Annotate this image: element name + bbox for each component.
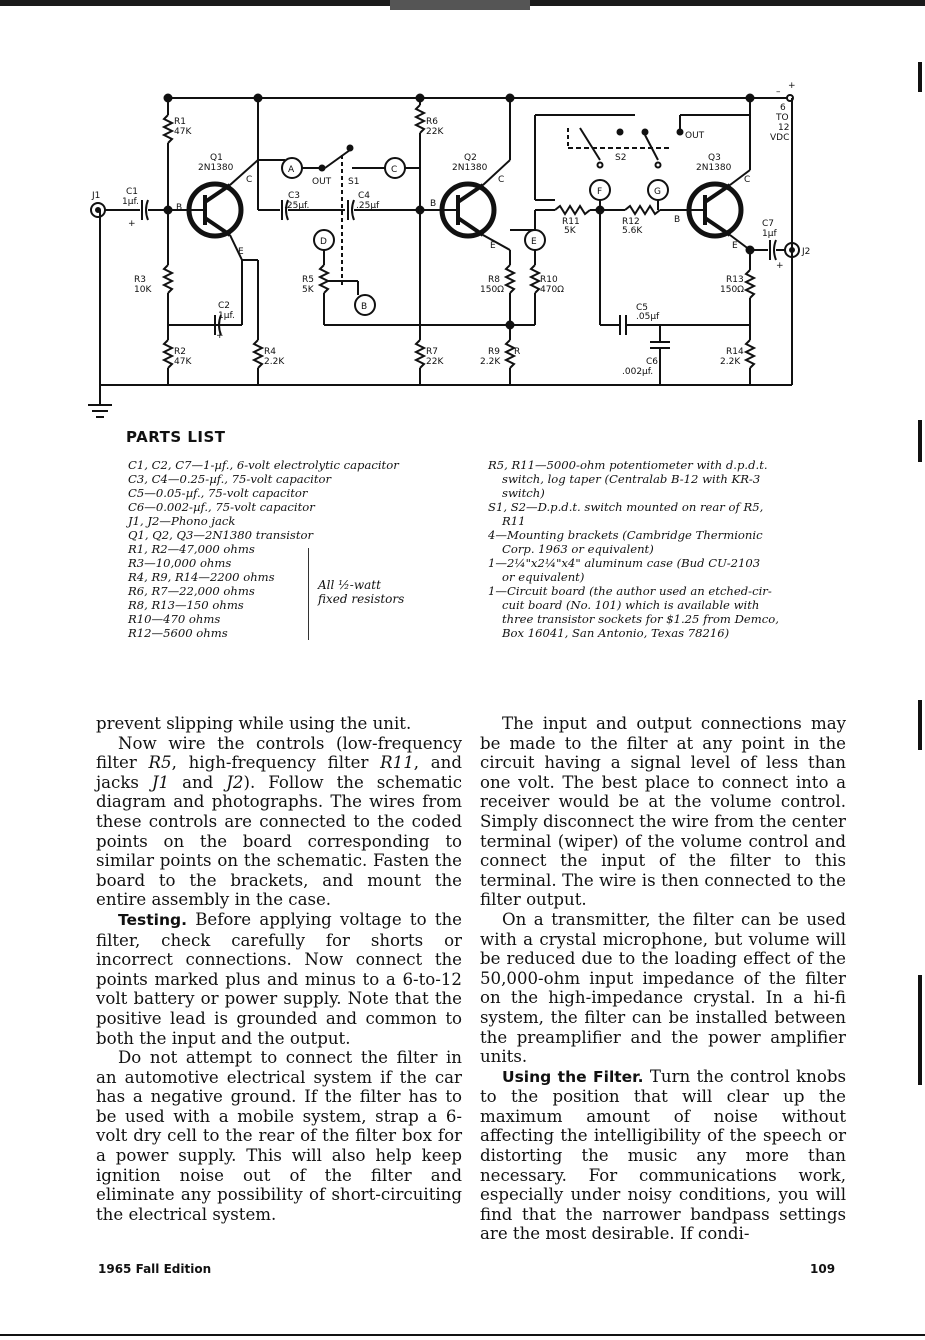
circuit-schematic <box>80 80 815 425</box>
s2-label: S2 <box>615 153 627 163</box>
paragraph: Now wire the controls (low-frequency filter R5, high-frequency filter R11, and jacks J1 and J2). Follow the schematic diagram and photographs. The wires from these controls are connected to the coded points on the board corresponding to similar points on the schematic. Fasten the board to the brackets, and mount the entire assembly in the case. <box>96 733 462 910</box>
q3-collector: C <box>744 175 751 185</box>
r4-label: R4 <box>264 347 276 357</box>
c7-plus: + <box>776 261 784 271</box>
q2-emitter: E <box>490 241 496 251</box>
parts-list-item: Q1, Q2, Q3—2N1380 transistor <box>128 528 314 542</box>
paragraph: The input and output connections may be made to the filter at any point in the circuit having a signal level of less than one volt. The best place to connect into a receiver would be at the volume control. Simply disconnect the wire from the center terminal (wiper) of the volume control and connect the input of the filter to this terminal. The wire is then connected to the filter output. <box>480 714 846 910</box>
parts-list-title: PARTS LIST <box>126 428 226 446</box>
parts-list-item-continued: three transistor sockets for $1.25 from Demco, <box>502 612 779 626</box>
r12-label: R12 <box>622 217 640 227</box>
parts-list-item-continued: R11 <box>502 514 526 528</box>
c4-value: .25µf <box>356 201 380 211</box>
c2-label: C2 <box>218 301 231 311</box>
supply-plus: + <box>788 81 796 91</box>
q2-value: 2N1380 <box>452 163 488 173</box>
c2-value: 1µf. <box>218 311 235 321</box>
supply-text-2: TO <box>776 113 789 123</box>
parts-list-item: 1—Circuit board (the author used an etched-cir- <box>488 584 772 598</box>
r12-value: 5.6K <box>622 226 643 236</box>
parts-list-item: C3, C4—0.25-µf., 75-volt capacitor <box>128 472 332 486</box>
part-reference: J2 <box>226 772 244 792</box>
point-f: F <box>597 187 603 197</box>
r1-label: R1 <box>174 117 186 127</box>
r5-label: R5 <box>302 275 314 285</box>
r11-value: 5K <box>564 226 576 236</box>
r14-label: R14 <box>726 347 744 357</box>
r9-label: R9 <box>488 347 500 357</box>
q3-emitter: E <box>732 241 738 251</box>
parts-list-item: C6—0.002-µf., 75-volt capacitor <box>128 500 315 514</box>
out-label-1: OUT <box>312 177 332 187</box>
point-g: G <box>654 187 661 197</box>
parts-list-item: R5, R11—5000-ohm potentiometer with d.p.d.t. <box>488 458 768 472</box>
paragraph: On a transmitter, the filter can be used with a crystal microphone, but volume will be reduced due to the loading effect of the 50,000-ohm input impedance of the filter on the high-impedance crystal. In a hi-fi system, the filter can be installed between the preamplifier and the power amplifier units. <box>480 909 846 1067</box>
edge-mark <box>918 700 922 750</box>
parts-list-left <box>128 458 399 640</box>
c1-label: C1 <box>126 187 139 197</box>
parts-list-item: R4, R9, R14—2200 ohms <box>128 570 275 584</box>
parts-list-item-continued: or equivalent) <box>502 570 585 584</box>
r1-value: 47K <box>174 127 192 137</box>
r11-label: R11 <box>562 217 580 227</box>
section-head: Testing. <box>118 910 187 929</box>
parts-list-item: R10—470 ohms <box>128 612 221 626</box>
c2-plus: + <box>216 331 224 341</box>
r8-label: R8 <box>488 275 500 285</box>
q1-label: Q1 <box>210 153 223 163</box>
parts-list-item: S1, S2—D.p.d.t. switch mounted on rear of R5, <box>488 500 764 514</box>
point-e: E <box>531 237 537 247</box>
q1-base: B <box>176 203 183 213</box>
r8-value: 150Ω <box>480 285 505 295</box>
parts-list-item: J1, J2—Phono jack <box>128 514 236 528</box>
point-d: D <box>320 237 327 247</box>
parts-list-item: R1, R2—47,000 ohms <box>128 542 255 556</box>
part-reference: R5 <box>148 753 172 773</box>
footer-edition: 1965 Fall Edition <box>98 1262 212 1276</box>
r6-value: 22K <box>426 127 444 137</box>
point-a: A <box>288 165 295 175</box>
q1-emitter: E <box>238 247 244 257</box>
c6-value: .002µf. <box>622 367 654 377</box>
c7-label: C7 <box>762 219 775 229</box>
j1-label: J1 <box>92 191 101 201</box>
supply-text-1: 6 <box>780 103 786 113</box>
point-c: C <box>391 165 398 175</box>
parts-list-item: R8, R13—150 ohms <box>128 598 244 612</box>
r4-value: 2.2K <box>264 357 285 367</box>
c5-label: C5 <box>636 303 649 313</box>
point-b: B <box>361 302 368 312</box>
s1-label: S1 <box>348 177 360 187</box>
paragraph <box>96 910 462 1048</box>
parts-list-item: 4—Mounting brackets (Cambridge Thermionic <box>488 528 763 542</box>
r3-label: R3 <box>134 275 146 285</box>
paragraph-text: Turn the control knobs to the position that will clear up the maximum amount of noise without affecting the intelligibility of the speech or distorting the music any more than necessary. For communications work, especially under noisy conditions, you will find that the narrower bandpass settings are the most desirable. If condi- <box>480 1066 846 1244</box>
q3-value: 2N1380 <box>696 163 732 173</box>
r10-value: 470Ω <box>540 285 565 295</box>
resistor-bracket <box>308 548 315 640</box>
out-label-2: OUT <box>685 131 705 141</box>
r10-label: R10 <box>540 275 558 285</box>
section-head: Using the Filter. <box>502 1067 644 1086</box>
r5-value: 5K <box>302 285 314 295</box>
r13-label: R13 <box>726 275 744 285</box>
parts-list-item: R3—10,000 ohms <box>128 556 232 570</box>
top-rule-accent <box>390 0 530 10</box>
parts-list-item-continued: switch) <box>502 486 545 500</box>
parts-list-item: C5—0.05-µf., 75-volt capacitor <box>128 486 308 500</box>
parts-list-item-continued: cuit board (No. 101) which is available with <box>502 598 760 612</box>
q2-label: Q2 <box>464 153 477 163</box>
r9-value: 2.2K <box>480 357 501 367</box>
q1-collector: C <box>246 175 253 185</box>
paragraph-text: Before applying voltage to the filter, check carefully for shorts or incorrect connections. Now connect the points marked plus and minus to a 6-to-12 volt battery or power supply. Note that the positive lead is grounded and common to both the input and the output. <box>96 909 462 1048</box>
r2-value: 47K <box>174 357 192 367</box>
r7-label: R7 <box>426 347 438 357</box>
bracket-note-line-2: fixed resistors <box>318 592 405 606</box>
paragraph: prevent slipping while using the unit. <box>96 714 412 733</box>
parts-list-right <box>488 458 779 640</box>
q3-label: Q3 <box>708 153 721 163</box>
r3-value: 10K <box>134 285 152 295</box>
r14-value: 2.2K <box>720 357 741 367</box>
r9-wiper: R <box>514 347 521 357</box>
parts-list-item-continued: switch, log taper (Centralab B-12 with KR-3 <box>502 472 761 486</box>
parts-list-item-continued: Box 16041, San Antonio, Texas 78216) <box>502 626 730 640</box>
supply-text-4: VDC <box>770 133 790 143</box>
edge-mark <box>918 975 922 1085</box>
r6-label: R6 <box>426 117 438 127</box>
parts-list-item: C1, C2, C7—1-µf., 6-volt electrolytic capacitor <box>128 458 399 472</box>
j2-label: J2 <box>802 247 811 257</box>
c7-value: 1µf <box>762 229 777 239</box>
r7-value: 22K <box>426 357 444 367</box>
bracket-note-line-1: All ½-watt <box>318 578 381 592</box>
bottom-rule <box>0 1334 925 1336</box>
c4-label: C4 <box>358 191 371 201</box>
paragraph <box>480 1067 846 1244</box>
c3-value: .25µf. <box>284 201 310 211</box>
article-left-column <box>96 714 462 1224</box>
q2-base: B <box>430 199 437 209</box>
paragraph: Do not attempt to connect the filter in an automotive electrical system if the car has a negative ground. If the filter has to be used with a mobile system, strap a 6-volt dry cell to the rear of the filter box for a power supply. This will also help keep ignition noise out of the filter and eliminate any possibility of short-circuiting the electrical system. <box>96 1048 462 1224</box>
parts-list-item-continued: Corp. 1963 or equivalent) <box>502 542 654 556</box>
part-reference: J1 <box>151 772 170 792</box>
c6-label: C6 <box>646 357 659 367</box>
q3-base: B <box>674 215 681 225</box>
page-number: 109 <box>810 1262 836 1276</box>
c1-value: 1µf. <box>122 197 139 207</box>
edge-mark <box>918 62 922 92</box>
supply-text-3: 12 <box>778 123 790 133</box>
q1-value: 2N1380 <box>198 163 234 173</box>
parts-list-item: R6, R7—22,000 ohms <box>128 584 255 598</box>
bracket-note <box>318 578 404 606</box>
parts-list-item: R12—5600 ohms <box>128 626 228 640</box>
article-right-column <box>480 714 846 1244</box>
q2-collector: C <box>498 175 505 185</box>
parts-list-item: 1—2¼"x2¼"x4" aluminum case (Bud CU-2103 <box>488 556 761 570</box>
c3-label: C3 <box>288 191 301 201</box>
r2-label: R2 <box>174 347 186 357</box>
c1-plus: + <box>128 219 136 229</box>
c5-value: .05µf <box>636 312 660 322</box>
edge-mark <box>918 420 922 462</box>
r13-value: 150Ω <box>720 285 745 295</box>
supply-minus: – <box>776 87 781 97</box>
part-reference: R11 <box>380 753 414 773</box>
